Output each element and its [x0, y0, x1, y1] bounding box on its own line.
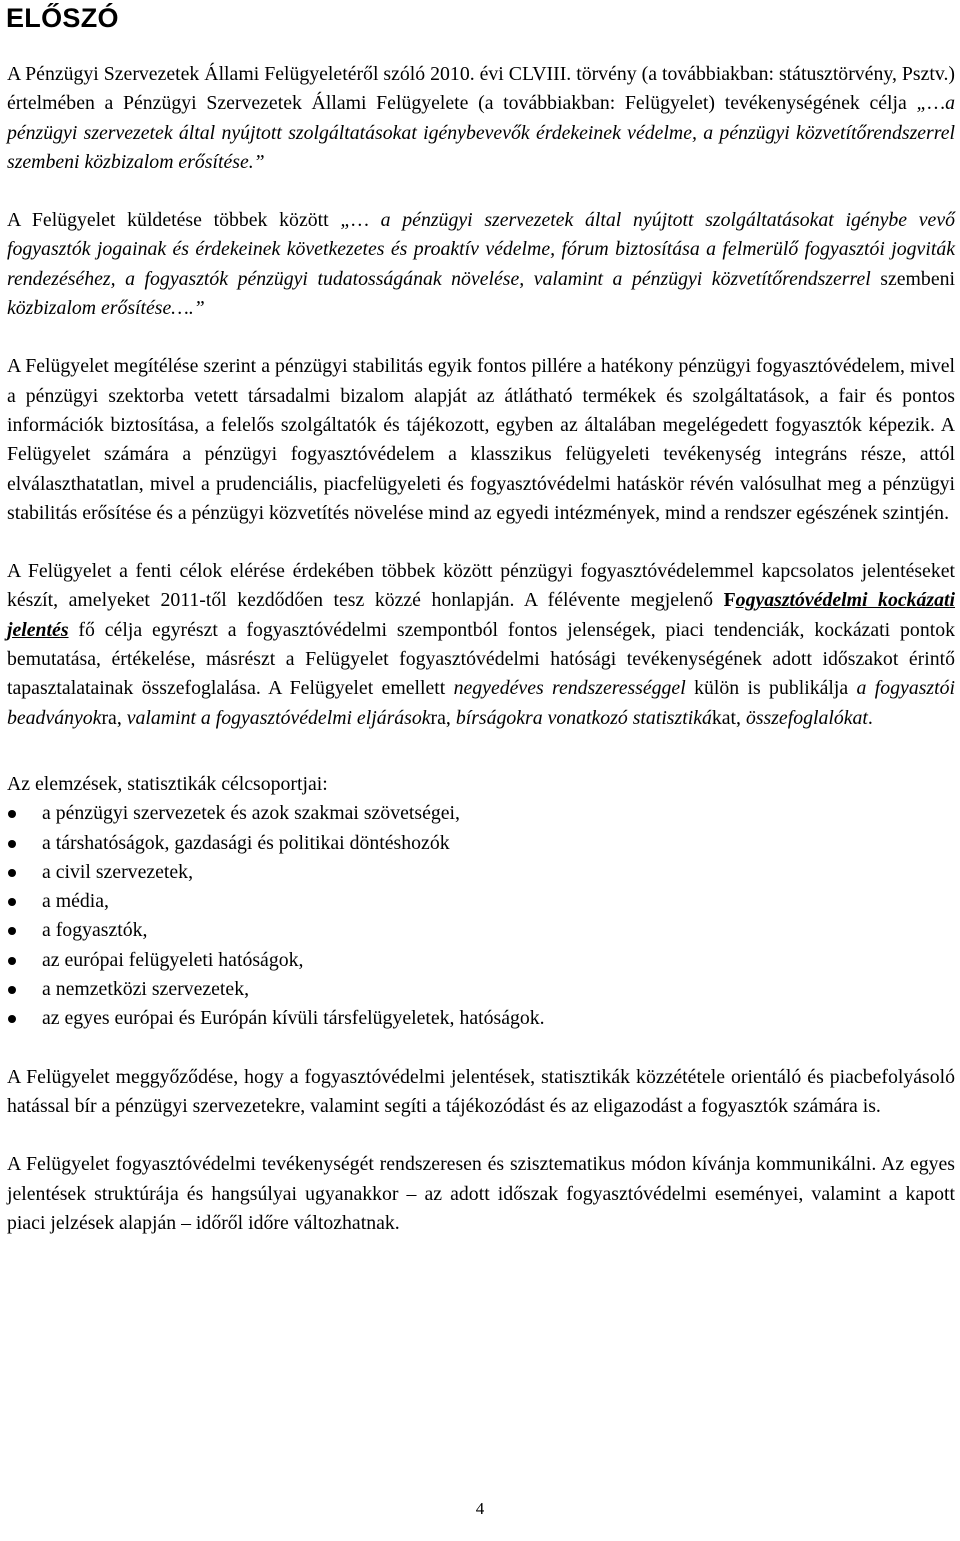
p4-text-h: ra,: [101, 706, 127, 729]
list-item: a társhatóságok, gazdasági és politikai döntéshozók: [7, 829, 955, 858]
paragraph-2: [7, 206, 955, 323]
p4-italic-k: bírságokra vonatkozó statisztiká: [455, 706, 712, 729]
page-title: ELŐSZÓ: [6, 3, 119, 33]
document-page: [7, 0, 955, 1238]
list-intro: Az elemzések, statisztikák célcsoportjai:: [7, 772, 328, 795]
p4-report-title: ogyasztóvédelmi kockázati jelentés: [7, 589, 955, 641]
list-item: az egyes európai és Európán kívüli társfelügyeletek, hatóságok.: [7, 1004, 955, 1033]
list-item: a pénzügyi szervezetek és azok szakmai szövetségei,: [7, 799, 955, 828]
list-item: a média,: [7, 887, 955, 916]
p4-italic-i: valamint a fogyasztóvédelmi eljárások: [126, 706, 431, 729]
spacer: [7, 34, 955, 60]
paragraph-6: A Felügyelet fogyasztóvédelmi tevékenységét rendszeresen és szisztematikus módon kívánja kommunikálni. Az egyes jelentések struktúrája és hangsúlyai ugyanakkor – az adott időszak fogyasztóvédelmi eseményei, valamint a kapott piaci jelzések alapján – időről időre változhatnak.: [7, 1153, 955, 1234]
p1-quote: „…a pénzügyi szervezetek által nyújtott szolgáltatásokat igénybevevők érdekeinek védelme, a pénzügyi közvetítőrendszerrel szembeni közbizalom erősítése.”: [7, 92, 955, 173]
spacer: [7, 1121, 955, 1150]
p2-quote: „… a pénzügyi szervezetek által nyújtott szolgáltatásokat igénybe vevő fogyasztók jogainak és érdekeinek következetes és proaktív védelme, fórum biztosítása a felmerülő fogyasztói jogviták rendezéséhez, a fogyasztók pénzügyi tudatosságának növelése, valamint a pénzügyi közvetítőrendszerrel: [7, 209, 955, 290]
target-group-list: [7, 799, 955, 1033]
paragraph-4: [7, 557, 955, 733]
p4-text-d: fő célja egyrészt a fogyasztóvédelmi szempontból fontos jelenségek, piaci tendenciák, kockázati pontok bemutatása, értékelése, másrészt a Felügyelet fogyasztóvédelmi hatósági tevékenységének adott időszakot érintő tapasztalatainak összefoglalása. A Felügyelet emellett: [7, 618, 955, 700]
list-item: a fogyasztók,: [7, 916, 955, 945]
p4-text-f: külön is publikálja: [685, 677, 857, 700]
page-number: 4: [475, 1499, 485, 1518]
p4-italic-g: a fogyasztói beadványok: [7, 677, 956, 729]
spacer: [7, 733, 955, 770]
list-item: az európai felügyeleti hatóságok,: [7, 946, 955, 975]
p4-report-initial: F: [723, 589, 736, 612]
paragraph-5: A Felügyelet meggyőződése, hogy a fogyasztóvédelmi jelentések, statisztikák közzététele orientáló és piacbefolyásoló hatással bír a pénzügyi szervezetekre, valamint segíti a tájékozódást és az eligazodást a fogyasztók számára is.: [7, 1065, 955, 1117]
paragraph-1: [7, 60, 955, 177]
list-item: a nemzetközi szervezetek,: [7, 975, 955, 1004]
p1-text: A Pénzügyi Szervezetek Állami Felügyeletéről szóló 2010. évi CLVIII. törvény (a továbbiakban: státusztörvény, Psztv.) értelmében a Pénzügyi Szervezetek Állami Felügyelete (a továbbiakban: Felügyelet) tevékenységének célja: [7, 63, 955, 115]
p4-italic-m: összefoglalókat: [745, 706, 868, 729]
p2-text: A Felügyelet küldetése többek között: [7, 209, 341, 232]
p2-text-mid: szembeni: [870, 267, 955, 290]
paragraph-3: A Felügyelet megítélése szerint a pénzügyi stabilitás egyik fontos pillére a hatékony pénzügyi fogyasztóvédelem, mivel a pénzügyi szektorba vetett társadalmi bizalom alapját az átlátható termékek és szolgáltatások, a fair és pontos információk biztosítása, a felelős szolgáltatók és tájékozott, egyben az általában megelégedett fogyasztók képezik. A Felügyelet számára a pénzügyi fogyasztóvédelem a klasszikus felügyeleti tevékenység integráns része, attól elválaszthatatlan, mivel a prudenciális, piacfelügyeleti és fogyasztóvédelmi hatáskör révén valósulhat meg a pénzügyi stabilitás erősítése és a pénzügyi közvetítés növelése mind az egyedi intézmények, mind a rendszer egészének szintjén.: [7, 355, 955, 524]
p4-text-l: kat,: [711, 706, 746, 729]
spacer: [7, 323, 955, 352]
list-item: a civil szervezetek,: [7, 858, 955, 887]
p4-text-n: .: [867, 706, 873, 729]
p4-text-j: ra,: [430, 706, 456, 729]
p4-text-a: A Felügyelet a fenti célok elérése érdekében többek között pénzügyi fogyasztóvédelemmel kapcsolatos jelentéseket készít, amelyeket 2011-től kezdődően tesz közzé honlapján. A félévente megjelenő: [7, 560, 955, 612]
spacer: [7, 528, 955, 557]
p4-italic-e: negyedéves rendszerességgel: [453, 677, 686, 700]
spacer: [7, 177, 955, 206]
spacer: [7, 1034, 955, 1063]
p2-quote-end: közbizalom erősítése….”: [7, 297, 205, 320]
